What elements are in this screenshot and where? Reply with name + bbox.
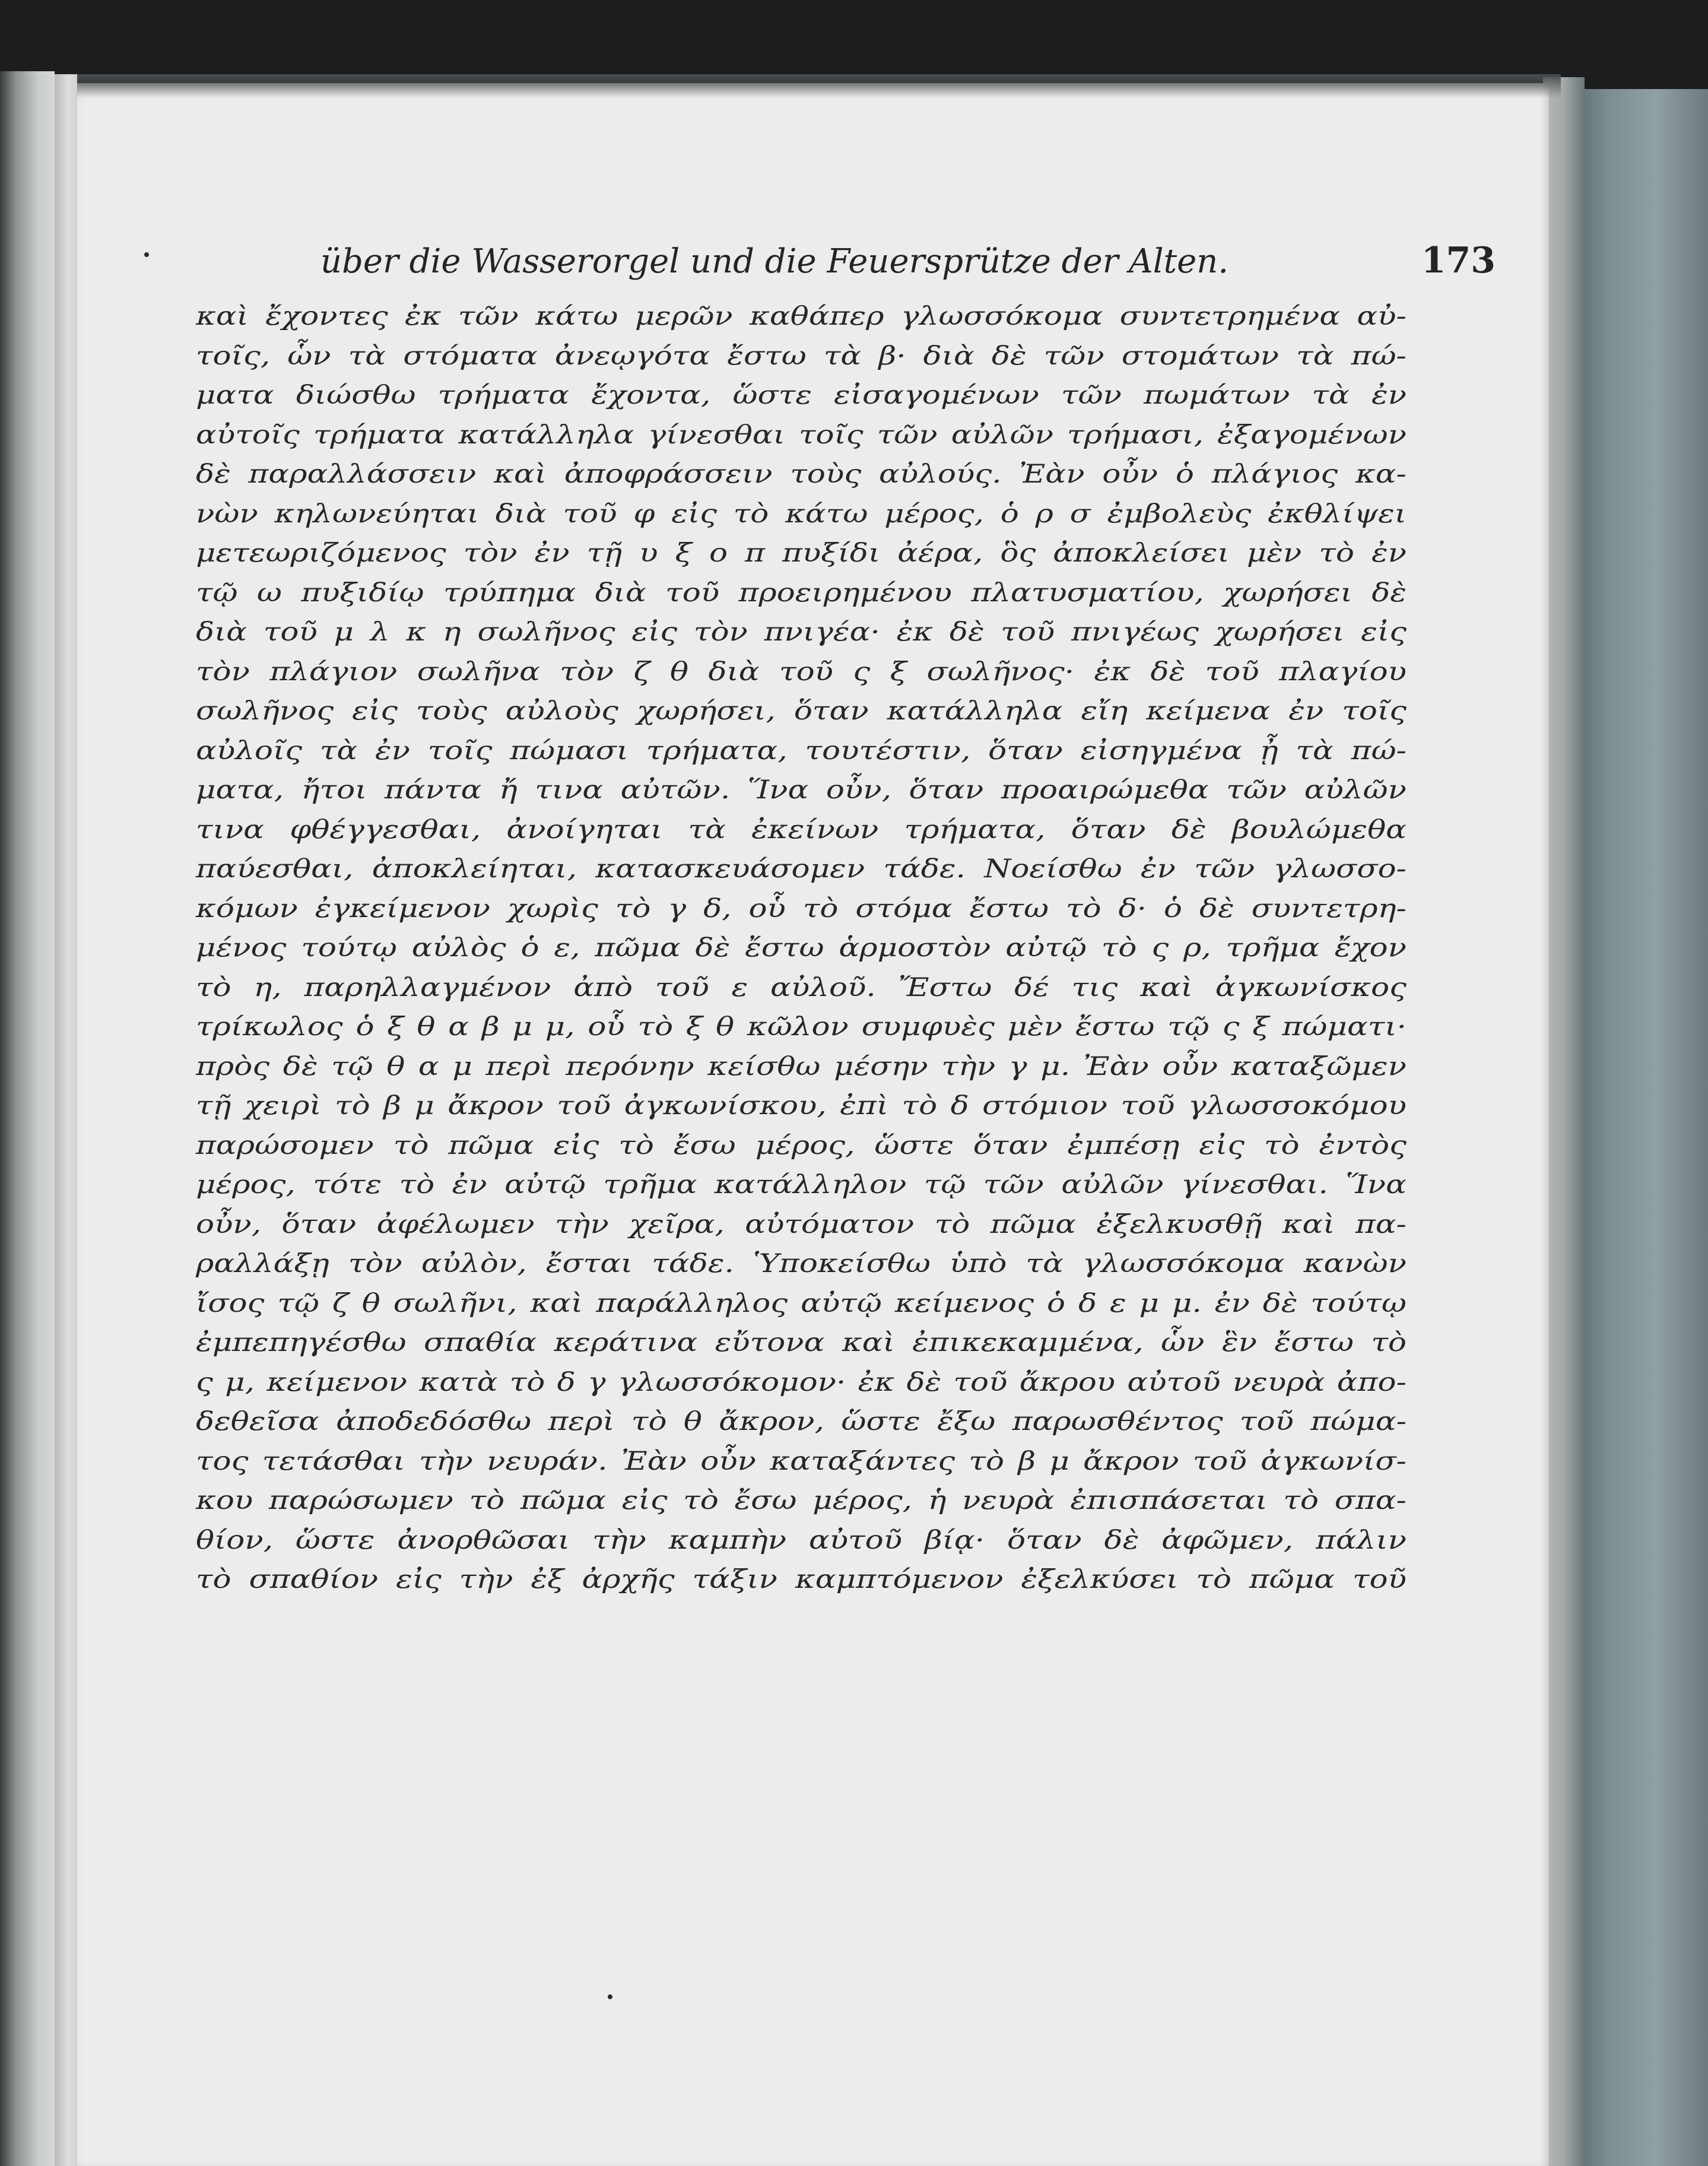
book-gutter xyxy=(55,74,77,2166)
text-line: τος τετάσθαι τὴν νευράν. Ἐὰν οὖν καταξάντες τὸ β μ ἄκρον τοῦ ἀγκωνίσ- xyxy=(196,1446,1407,1476)
text-line: μέρος, τότε τὸ ἐν αὐτῷ τρῆμα κατάλληλον τῷ τῶν αὐλῶν γίνεσθαι. Ἵνα xyxy=(196,1170,1407,1200)
text-line: τρίκωλος ὁ ξ θ α β μ μ, οὗ τὸ ξ θ κῶλον συμφυὲς μὲν ἔστω τῷ ς ξ πώματι· xyxy=(196,1012,1407,1042)
text-line: κου παρώσωμεν τὸ πῶμα εἰς τὸ ἔσω μέρος, ἡ νευρὰ ἐπισπάσεται τὸ σπα- xyxy=(196,1486,1407,1515)
text-line: νὼν κηλωνεύηται διὰ τοῦ φ εἰς τὸ κάτω μέρος, ὁ ρ σ ἐμβολεὺς ἐκθλίψει xyxy=(196,499,1407,529)
text-line: ματα, ἤτοι πάντα ἤ τινα αὐτῶν. Ἵνα οὖν, ὅταν προαιρώμεθα τῶν αὐλῶν xyxy=(196,775,1407,805)
facing-page-edge xyxy=(0,71,55,2166)
text-line: πρὸς δὲ τῷ θ α μ περὶ περόνην κείσθω μέσην τὴν γ μ. Ἐὰν οὖν καταξῶμεν xyxy=(196,1051,1407,1082)
page-number: 173 xyxy=(1421,240,1496,281)
text-line: παύεσθαι, ἀποκλείηται, κατασκευάσομεν τάδε. Νοείσθω ἐν τῶν γλωσσο- xyxy=(196,854,1407,884)
text-line: ματα διώσθω τρήματα ἔχοντα, ὥστε εἰσαγομένων τῶν πωμάτων τὰ ἐν xyxy=(196,380,1407,410)
text-line: καὶ ἔχοντες ἐκ τῶν κάτω μερῶν καθάπερ γλωσσόκομα συντετρημένα αὐ- xyxy=(196,302,1407,331)
text-line: τὸν πλάγιον σωλῆνα τὸν ζ θ διὰ τοῦ ς ξ σωλῆνος· ἐκ δὲ τοῦ πλαγίου xyxy=(196,657,1407,687)
text-line: ἐμπεπηγέσθω σπαθία κεράτινα εὔτονα καὶ ἐπικεκαμμένα, ὧν ἓν ἔστω τὸ xyxy=(196,1328,1407,1358)
text-line: οὖν, ὅταν ἀφέλωμεν τὴν χεῖρα, αὐτόματον τὸ πῶμα ἐξελκυσθῇ καὶ πα- xyxy=(196,1209,1407,1239)
text-line: τοῖς, ὧν τὰ στόματα ἀνεῳγότα ἔστω τὰ β· διὰ δὲ τῶν στομάτων τὰ πώ- xyxy=(196,341,1407,371)
text-line: κόμων ἐγκείμενον χωρὶς τὸ γ δ, οὗ τὸ στόμα ἔστω τὸ δ· ὁ δὲ συντετρη- xyxy=(196,893,1407,924)
ink-speck xyxy=(608,1994,612,1999)
page-stack-edge xyxy=(1543,77,1585,2166)
text-line: σωλῆνος εἰς τοὺς αὐλοὺς χωρήσει, ὅταν κατάλληλα εἴη κείμενα ἐν τοῖς xyxy=(196,696,1407,726)
text-line: αὐλοῖς τὰ ἐν τοῖς πώμασι τρήματα, τουτέστιν, ὅταν εἰσηγμένα ᾖ τὰ πώ- xyxy=(196,735,1407,766)
text-line: τὸ η, παρηλλαγμένον ἀπὸ τοῦ ε αὐλοῦ. Ἔστω δέ τις καὶ ἀγκωνίσκος xyxy=(196,972,1407,1003)
text-line: ραλλάξῃ τὸν αὐλὸν, ἔσται τάδε. Ὑποκείσθω ὑπὸ τὰ γλωσσόκομα κανὼν xyxy=(196,1249,1407,1279)
greek-text-block xyxy=(196,297,1407,1600)
page-top-shadow xyxy=(77,74,1561,98)
text-line: παρώσομεν τὸ πῶμα εἰς τὸ ἔσω μέρος, ὥστε ὅταν ἐμπέσῃ εἰς τὸ ἐντὸς xyxy=(196,1130,1407,1160)
ink-speck xyxy=(144,252,149,257)
text-line: αὐτοῖς τρήματα κατάλληλα γίνεσθαι τοῖς τῶν αὐλῶν τρήμασι, ἐξαγομένων xyxy=(196,420,1407,450)
book-cover-board xyxy=(1576,89,1708,2166)
text-line: τὸ σπαθίον εἰς τὴν ἐξ ἀρχῆς τάξιν καμπτόμενον ἐξελκύσει τὸ πῶμα τοῦ xyxy=(196,1565,1407,1594)
text-line: δὲ παραλλάσσειν καὶ ἀποφράσσειν τοὺς αὐλούς. Ἐὰν οὖν ὁ πλάγιος κα- xyxy=(196,459,1407,489)
text-line: τινα φθέγγεσθαι, ἀνοίγηται τὰ ἐκείνων τρήματα, ὅταν δὲ βουλώμεθα xyxy=(196,814,1407,845)
running-head xyxy=(320,236,1496,296)
text-line: θίον, ὥστε ἀνορθῶσαι τὴν καμπὴν αὐτοῦ βίᾳ· ὅταν δὲ ἀφῶμεν, πάλιν xyxy=(196,1525,1407,1555)
text-line: μένος τούτῳ αὐλὸς ὁ ε, πῶμα δὲ ἔστω ἁρμοστὸν αὐτῷ τὸ ς ρ, τρῆμα ἔχον xyxy=(196,933,1407,963)
text-line: δεθεῖσα ἀποδεδόσθω περὶ τὸ θ ἄκρον, ὥστε ἔξω παρωσθέντος τοῦ πώμα- xyxy=(196,1407,1407,1436)
text-line: τῇ χειρὶ τὸ β μ ἄκρον τοῦ ἀγκωνίσκου, ἐπὶ τὸ δ στόμιον τοῦ γλωσσοκόμου xyxy=(196,1091,1407,1121)
running-head-title: über die Wasserorgel und die Feuersprütze der Alten. xyxy=(320,242,1229,281)
text-line: μετεωριζόμενος τὸν ἐν τῇ υ ξ ο π πυξίδι ἀέρα, ὃς ἀποκλείσει μὲν τὸ ἐν xyxy=(196,538,1407,568)
text-line: τῷ ω πυξιδίῳ τρύπημα διὰ τοῦ προειρημένου πλατυσματίου, χωρήσει δὲ xyxy=(196,578,1407,608)
text-line: ς μ, κείμενον κατὰ τὸ δ γ γλωσσόκομον· ἐκ δὲ τοῦ ἄκρου αὐτοῦ νευρὰ ἀπο- xyxy=(196,1367,1407,1397)
text-line: ἴσος τῷ ζ θ σωλῆνι, καὶ παράλληλος αὐτῷ κείμενος ὁ δ ε μ μ. ἐν δὲ τούτῳ xyxy=(196,1288,1407,1318)
text-line: διὰ τοῦ μ λ κ η σωλῆνος εἰς τὸν πνιγέα· ἐκ δὲ τοῦ πνιγέως χωρήσει εἰς xyxy=(196,617,1407,647)
